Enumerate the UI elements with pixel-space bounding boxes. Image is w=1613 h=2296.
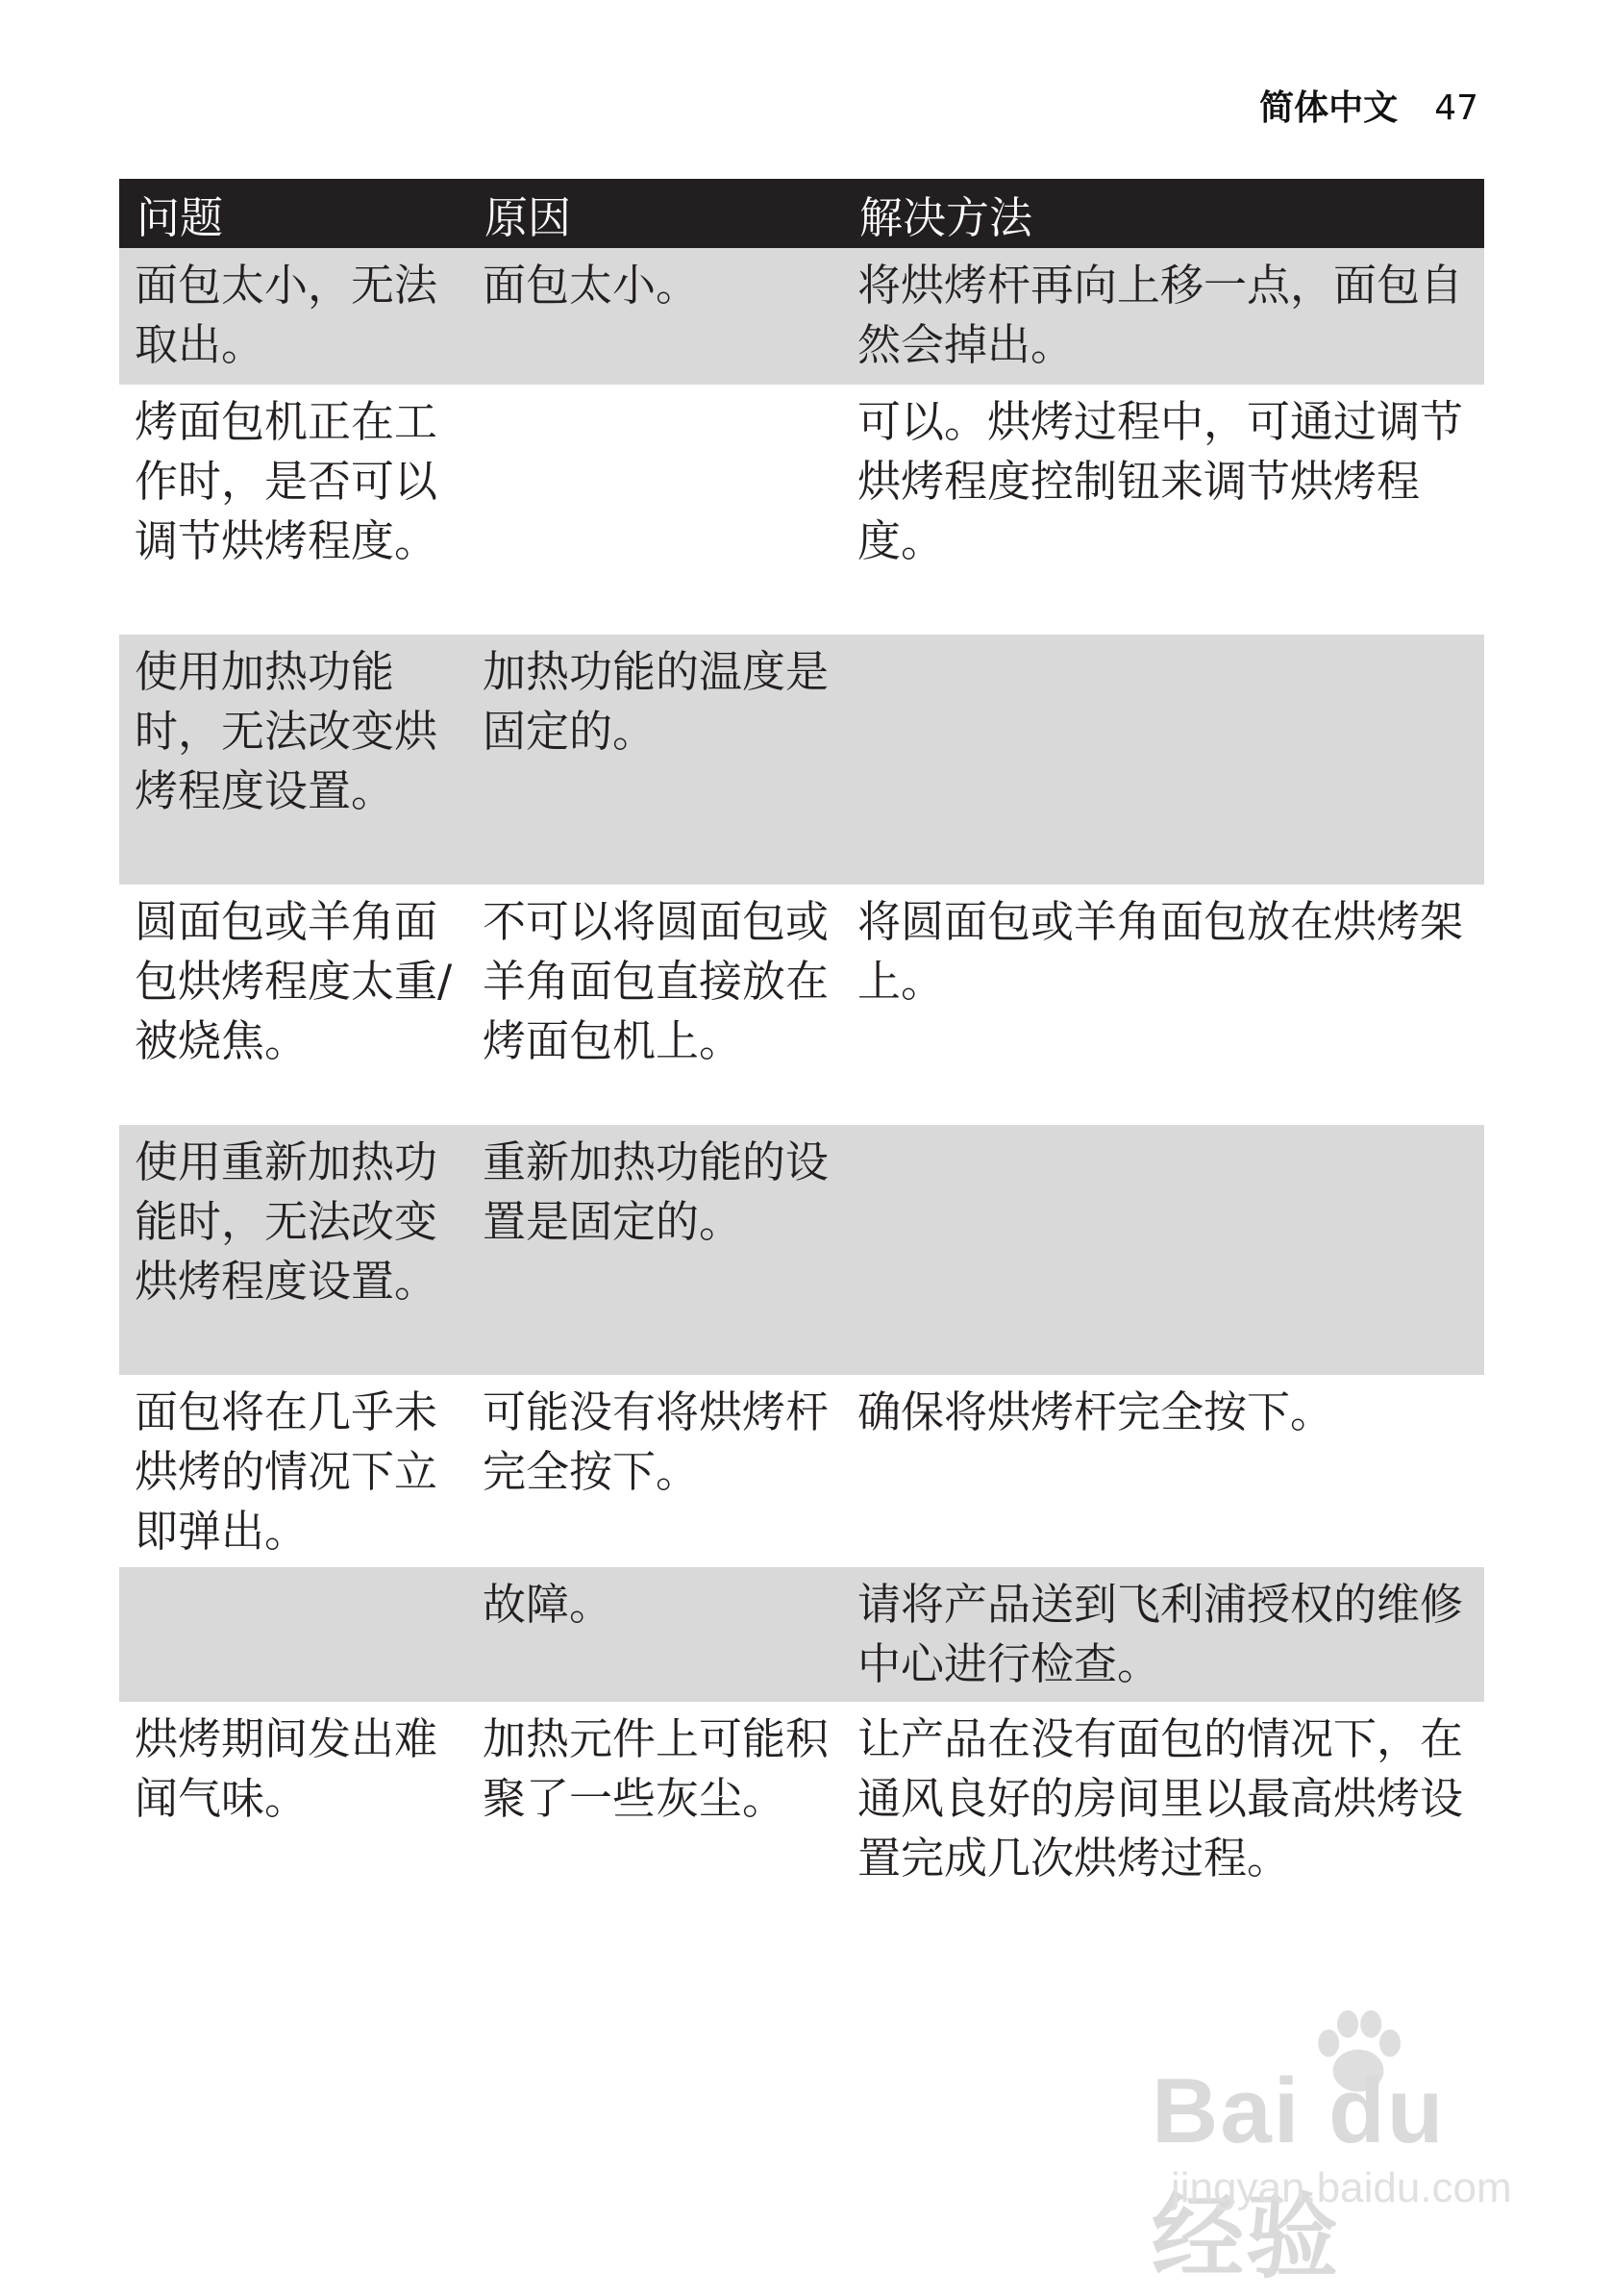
solution-cell: 请将产品送到飞利浦授权的维修中心进行检查。 [842,1567,1484,1702]
page-number: 47 [1434,88,1478,128]
table-row [119,885,1484,1125]
table-row [119,1125,1484,1375]
solution-cell: 将圆面包或羊角面包放在烘烤架上。 [857,896,1464,1007]
table-row [119,1702,1484,1994]
page-header [1259,81,1478,130]
column-header-solution: 解决方法 [842,179,1484,248]
cause-cell: 面包太小。 [467,248,842,385]
table-row [119,1567,1484,1702]
problem-cell [119,1567,467,1702]
column-header-cause: 原因 [467,179,842,248]
solution-cell [842,1125,1484,1375]
problem-cell: 使用重新加热功能时，无法改变烘烤程度设置。 [119,1125,467,1375]
problem-cell: 面包将在几乎未烘烤的情况下立即弹出。 [135,1386,438,1557]
language-label: 简体中文 [1259,88,1399,128]
solution-cell [842,635,1484,885]
solution-cell: 确保将烘烤杆完全按下。 [857,1386,1334,1437]
solution-cell: 将烘烤杆再向上移一点，面包自然会掉出。 [842,248,1484,385]
column-header-problem: 问题 [119,179,467,248]
watermark-url: jingyan.baidu.com [1171,2164,1512,2211]
problem-cell: 圆面包或羊角面包烘烤程度太重/被烧焦。 [135,896,453,1066]
table-row [119,635,1484,885]
cause-cell: 重新加热功能的设置是固定的。 [467,1125,842,1375]
table-row [119,1375,1484,1567]
problem-cell: 烤面包机正在工作时，是否可以调节烘烤程度。 [135,396,438,566]
table-row [119,385,1484,635]
troubleshooting-table [119,179,1484,1994]
table-header-row [119,179,1484,248]
cause-cell: 加热功能的温度是固定的。 [467,635,842,885]
problem-cell: 烘烤期间发出难闻气味。 [135,1713,438,1824]
cause-cell: 不可以将圆面包或羊角面包直接放在烤面包机上。 [483,896,830,1066]
table-row [119,248,1484,385]
cause-cell: 加热元件上可能积聚了一些灰尘。 [483,1713,830,1824]
solution-cell: 让产品在没有面包的情况下，在通风良好的房间里以最高烘烤设置完成几次烘烤过程。 [857,1713,1464,1884]
cause-cell [467,385,842,635]
cause-cell: 故障。 [467,1567,842,1702]
watermark-brand: Bai du 经验 [1152,2059,1446,2289]
baidu-watermark [1152,2001,1536,2289]
solution-cell: 可以。烘烤过程中，可通过调节烘烤程度控制钮来调节烘烤程度。 [857,396,1464,566]
problem-cell: 使用加热功能时，无法改变烘烤程度设置。 [119,635,467,885]
cause-cell: 可能没有将烘烤杆完全按下。 [483,1386,830,1497]
problem-cell: 面包太小，无法取出。 [119,248,467,385]
